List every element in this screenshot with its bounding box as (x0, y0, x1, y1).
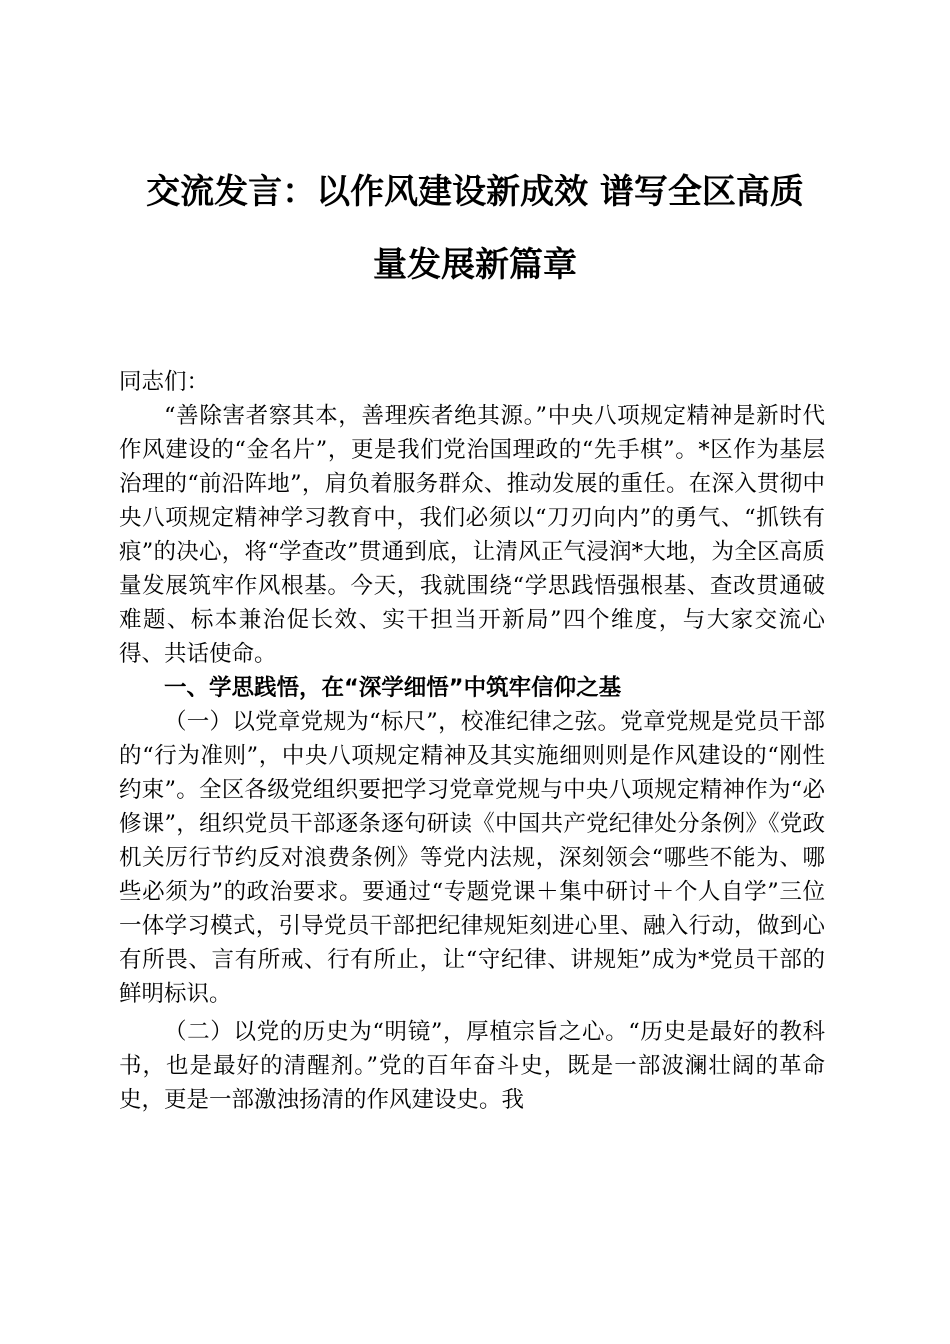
paragraph-1: （一）以党章党规为“标尺”，校准纪律之弦。党章党规是党员干部的“行为准则”，中央八项规定精神及其实施细则则是作风建设的“刚性约束”。全区各级党组织要把学习党章党规与中央八项规定精神作为“必修课”，组织党员干部逐条逐句研读《中国共产党纪律处分条例》《党政机关厉行节约反对浪费条例》等党内法规，深刻领会“哪些不能为、哪些必须为”的政治要求。要通过“专题党课＋集中研讨＋个人自学”三位一体学习模式，引导党员干部把纪律规矩刻进心里、融入行动，做到心有所畏、言有所戒、行有所止，让“守纪律、讲规矩”成为*党员干部的鲜明标识。 (119, 709, 825, 1007)
paragraph-2: （二）以党的历史为“明镜”，厚植宗旨之心。“历史是最好的教科书，也是最好的清醒剂。”党的百年奋斗史，既是一部波澜壮阔的革命史，更是一部激浊扬清的作风建设史。我 (119, 1019, 825, 1113)
section-heading-1: 一、学思践悟，在“深学细悟”中筑牢信仰之基 (164, 675, 622, 701)
document-title-line-1: 交流发言：以作风建设新成效 谱写全区高质 (146, 172, 804, 212)
document-body (119, 365, 825, 1117)
document-title-line-2: 量发展新篇章 (373, 245, 577, 285)
intro-paragraph: “善除害者察其本，善理疾者绝其源。”中央八项规定精神是新时代作风建设的“金名片”，更是我们党治国理政的“先手棋”。*区作为基层治理的“前沿阵地”，肩负着服务群众、推动发展的重任。在深入贯彻中央八项规定精神学习教育中，我们必须以“刀刃向内”的勇气、“抓铁有痕”的决心，将“学查改”贯通到底，让清风正气浸润*大地，为全区高质量发展筑牢作风根基。今天，我就围绕“学思践悟强根基、查改贯通破难题、标本兼治促长效、实干担当开新局”四个维度，与大家交流心得、共话使命。 (119, 403, 825, 667)
salutation: 同志们： (119, 369, 210, 395)
